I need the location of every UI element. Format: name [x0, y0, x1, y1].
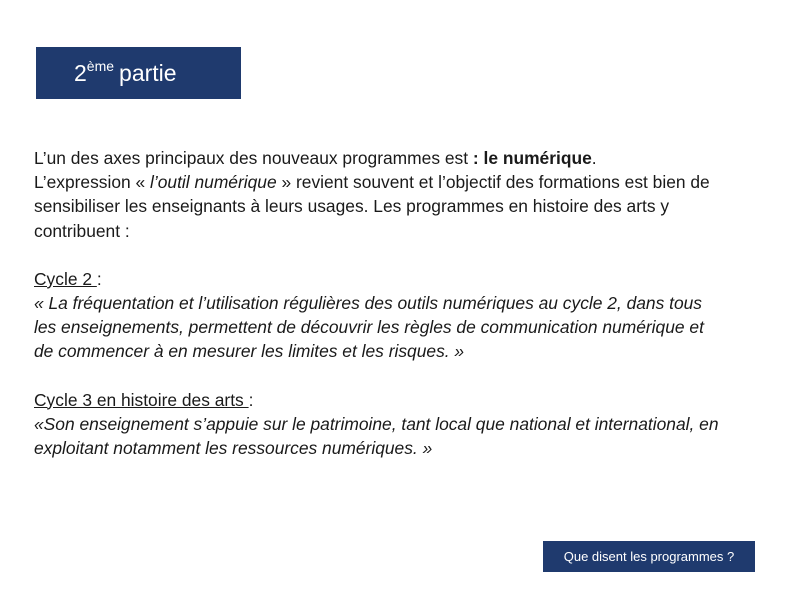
intro-line2-italic: l’outil numérique — [150, 172, 277, 193]
title-superscript: ème — [86, 58, 115, 74]
intro-part2: . — [591, 148, 597, 168]
intro-emphasis: : le numérique — [472, 148, 592, 168]
cycle2-colon: : — [96, 268, 102, 289]
title-word: partie — [119, 59, 177, 86]
cycle2-quote: « La fréquentation et l’utilisation régulières des outils numériques au cycle 2, dans tous les enseignements, permettent de découvrir les règles de communication numérique et de commencer à en mesurer les limites et les risques. » — [34, 293, 704, 362]
cycle2-heading: Cycle 2 — [34, 268, 97, 289]
title-number: 2 — [74, 59, 87, 86]
cycle3-block — [34, 388, 724, 461]
intro-line2-post: » revient souvent et l’objectif des formations est bien de sensibiliser les enseignants à leurs usages. Les programmes en histoire des arts y contribuent : — [34, 172, 710, 241]
intro-paragraph — [34, 146, 724, 243]
cycle3-colon: : — [248, 389, 254, 410]
intro-part1: L’un des axes principaux des nouveaux programmes est — [34, 148, 473, 168]
footer-label: Que disent les programmes ? — [563, 549, 735, 564]
cycle3-heading: Cycle 3 en histoire des arts — [34, 389, 249, 410]
intro-line2-pre: L’expression « — [34, 172, 151, 193]
footer-button[interactable] — [543, 541, 755, 572]
cycle2-block — [34, 267, 724, 364]
cycle3-quote: «Son enseignement s’appuie sur le patrimoine, tant local que national et international, en exploitant notamment les ressources numériques. » — [34, 413, 719, 459]
main-text — [34, 146, 724, 460]
section-title-box — [36, 47, 241, 99]
